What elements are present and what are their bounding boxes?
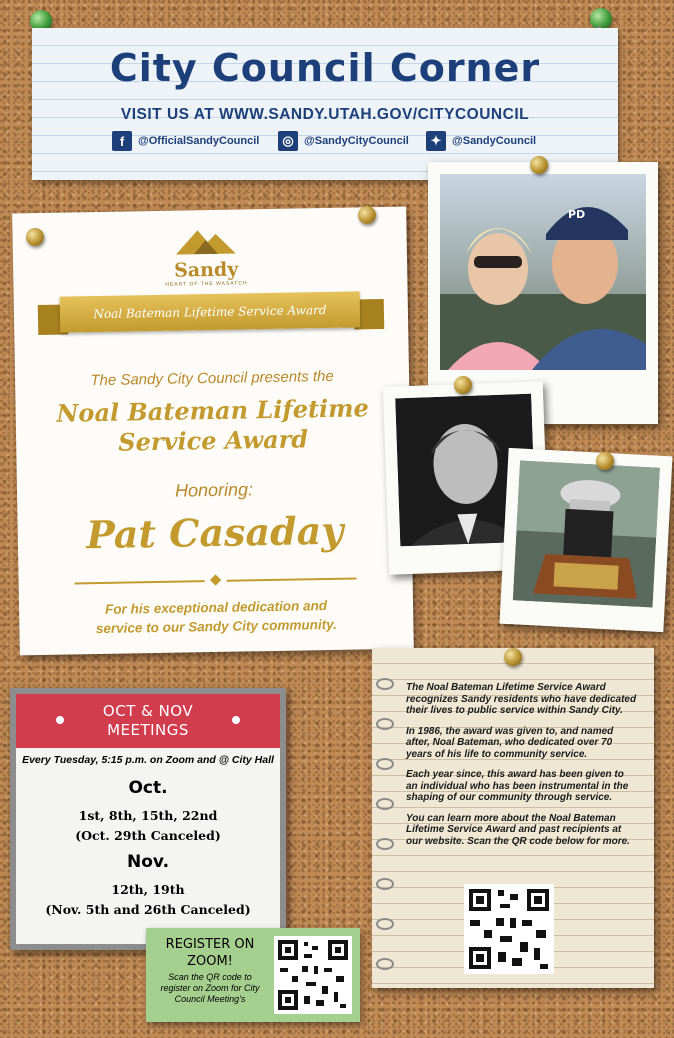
spiral-ring-icon [376,878,394,890]
svg-text:PD: PD [568,208,586,221]
sandy-logo: Sandy HEART OF THE WASATCH [160,227,251,288]
twitter-icon: ✦ [426,131,446,151]
award-name: Noal Bateman Lifetime Service Award [56,393,370,457]
month-label: Oct. [128,778,168,798]
header-banner [32,28,618,180]
website-qr-code[interactable] [464,884,554,974]
pushpin-icon [530,156,548,174]
pushpin-icon [454,376,472,394]
trophy-photo-image [513,460,660,607]
divider [75,574,357,589]
spiral-ring-icon [376,758,394,770]
register-card [146,928,360,1022]
facebook-icon: f [112,131,132,151]
calendar-header: OCT & NOV MEETINGS [16,694,280,748]
spiral-ring-icon [376,918,394,930]
meeting-dates: 1st, 8th, 15th, 22nd [78,808,218,823]
website-link[interactable]: VISIT US AT WWW.SANDY.UTAH.GOV/CITYCOUNCIL [120,106,530,123]
spiral-ring-icon [376,678,394,690]
instagram-icon: ◎ [278,131,298,151]
spiral-ring-icon [376,718,394,730]
mountain-icon [175,228,235,255]
facebook-handle[interactable]: f @OfficialSandyCouncil [112,131,259,151]
pushpin-icon [26,228,44,246]
zoom-qr-code[interactable] [274,936,352,1014]
spiral-ring-icon [376,958,394,970]
meeting-note: (Oct. 29th Canceled) [75,828,221,843]
trophy-photo [500,448,673,632]
pushpin-icon [504,648,522,666]
month-label: Nov. [126,852,170,872]
spiral-ring-icon [376,798,394,810]
meeting-schedule: Every Tuesday, 5:15 p.m. on Zoom and @ City Hall [22,754,274,766]
award-ribbon: Noal Bateman Lifetime Service Award [60,291,361,332]
twitter-handle[interactable]: ✦ @SandyCouncil [426,131,536,151]
register-instructions: Scan the QR code to register on Zoom for City Council Meeting's [160,972,260,1004]
couple-photo-image [440,174,646,370]
meeting-dates: 12th, 19th [111,882,185,897]
instagram-handle[interactable]: ◎ @SandyCityCouncil [278,131,409,151]
pushpin-icon [358,206,376,224]
presents-text: The Sandy City Council presents the [90,367,334,390]
honoring-label: Honoring: [174,479,254,501]
info-notepad [372,648,654,988]
register-title: REGISTER ON ZOOM! [165,937,255,969]
honoree-name: Pat Casaday [85,507,344,558]
diamond-icon [210,574,221,585]
award-card [12,207,414,656]
pushpin-icon [590,8,612,30]
spiral-ring-icon [376,838,394,850]
dedication-text: For his exceptional dedication and service to our Sandy City community. [95,598,338,637]
meeting-note: (Nov. 5th and 26th Canceled) [45,902,251,917]
pushpin-icon [596,452,614,470]
meetings-calendar [10,688,286,950]
page-title: City Council Corner [109,46,541,90]
award-description: The Noal Bateman Lifetime Service Award recognizes Sandy residents who have dedicated their lives to public service within Sandy City. In 1986, the award was given to, and named after, Noal Bateman, who dedicated over 70 years of his life to community service. Each year since, this award has been given to an individual who has been instrumental in the shaping of our community through service. You can learn more about the Noal Bateman Lifetime Service Award and past recipients at our website. Scan the QR code below for more. [406,682,637,847]
